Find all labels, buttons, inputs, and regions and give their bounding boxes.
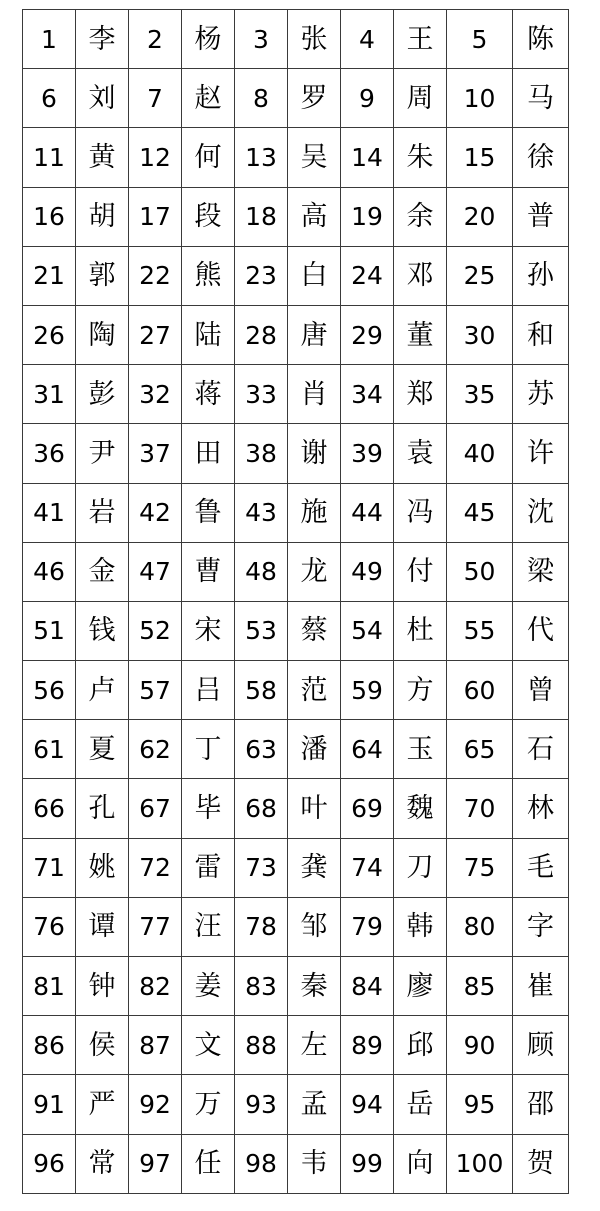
table-row [23, 246, 569, 305]
number-cell: 42 [129, 483, 182, 542]
surname-cell: 廖 [394, 957, 447, 1016]
number-cell: 99 [341, 1134, 394, 1193]
number-cell: 7 [129, 69, 182, 128]
surname-cell: 余 [394, 187, 447, 246]
number-cell: 29 [341, 305, 394, 364]
table-row [23, 720, 569, 779]
surname-cell: 潘 [288, 720, 341, 779]
surname-cell: 岩 [76, 483, 129, 542]
number-cell: 2 [129, 10, 182, 69]
table-row [23, 779, 569, 838]
surname-cell: 侯 [76, 1016, 129, 1075]
surname-cell: 夏 [76, 720, 129, 779]
surname-cell: 赵 [182, 69, 235, 128]
number-cell: 21 [23, 246, 76, 305]
number-cell: 92 [129, 1075, 182, 1134]
number-cell: 31 [23, 365, 76, 424]
surname-cell: 崔 [513, 957, 569, 1016]
number-cell: 67 [129, 779, 182, 838]
surname-cell: 董 [394, 305, 447, 364]
number-cell: 77 [129, 897, 182, 956]
surname-cell: 曾 [513, 661, 569, 720]
number-cell: 59 [341, 661, 394, 720]
surname-cell: 谭 [76, 897, 129, 956]
number-cell: 70 [447, 779, 513, 838]
surname-cell: 梁 [513, 542, 569, 601]
surname-cell: 胡 [76, 187, 129, 246]
number-cell: 64 [341, 720, 394, 779]
surname-cell: 韩 [394, 897, 447, 956]
number-cell: 73 [235, 838, 288, 897]
number-cell: 78 [235, 897, 288, 956]
surname-cell: 左 [288, 1016, 341, 1075]
number-cell: 32 [129, 365, 182, 424]
surname-cell: 王 [394, 10, 447, 69]
number-cell: 47 [129, 542, 182, 601]
number-cell: 17 [129, 187, 182, 246]
number-cell: 93 [235, 1075, 288, 1134]
surname-cell: 韦 [288, 1134, 341, 1193]
number-cell: 6 [23, 69, 76, 128]
surname-cell: 肖 [288, 365, 341, 424]
surname-cell: 雷 [182, 838, 235, 897]
table-row [23, 1075, 569, 1134]
surname-cell: 刀 [394, 838, 447, 897]
surname-cell: 尹 [76, 424, 129, 483]
table-row [23, 128, 569, 187]
number-cell: 43 [235, 483, 288, 542]
surname-cell: 何 [182, 128, 235, 187]
number-cell: 26 [23, 305, 76, 364]
surname-cell: 朱 [394, 128, 447, 187]
number-cell: 11 [23, 128, 76, 187]
surname-number-table [22, 9, 569, 1194]
surname-cell: 孔 [76, 779, 129, 838]
surname-cell: 熊 [182, 246, 235, 305]
surname-cell: 毛 [513, 838, 569, 897]
number-cell: 71 [23, 838, 76, 897]
surname-cell: 金 [76, 542, 129, 601]
surname-cell: 许 [513, 424, 569, 483]
surname-cell: 张 [288, 10, 341, 69]
surname-cell: 邱 [394, 1016, 447, 1075]
number-cell: 66 [23, 779, 76, 838]
surname-cell: 段 [182, 187, 235, 246]
number-cell: 14 [341, 128, 394, 187]
number-cell: 63 [235, 720, 288, 779]
number-cell: 95 [447, 1075, 513, 1134]
number-cell: 76 [23, 897, 76, 956]
number-cell: 9 [341, 69, 394, 128]
surname-cell: 顾 [513, 1016, 569, 1075]
surname-cell: 刘 [76, 69, 129, 128]
number-cell: 84 [341, 957, 394, 1016]
surname-cell: 文 [182, 1016, 235, 1075]
number-cell: 60 [447, 661, 513, 720]
number-cell: 96 [23, 1134, 76, 1193]
surname-cell: 岳 [394, 1075, 447, 1134]
surname-cell: 代 [513, 601, 569, 660]
surname-cell: 邵 [513, 1075, 569, 1134]
number-cell: 46 [23, 542, 76, 601]
surname-cell: 林 [513, 779, 569, 838]
table-row [23, 542, 569, 601]
number-cell: 3 [235, 10, 288, 69]
surname-cell: 徐 [513, 128, 569, 187]
table-row [23, 601, 569, 660]
table-row [23, 661, 569, 720]
number-cell: 12 [129, 128, 182, 187]
surname-cell: 任 [182, 1134, 235, 1193]
number-cell: 53 [235, 601, 288, 660]
number-cell: 40 [447, 424, 513, 483]
surname-cell: 字 [513, 897, 569, 956]
surname-cell: 付 [394, 542, 447, 601]
number-cell: 45 [447, 483, 513, 542]
number-cell: 27 [129, 305, 182, 364]
table-row [23, 365, 569, 424]
number-cell: 10 [447, 69, 513, 128]
surname-cell: 蔡 [288, 601, 341, 660]
number-cell: 38 [235, 424, 288, 483]
number-cell: 36 [23, 424, 76, 483]
table-row [23, 305, 569, 364]
surname-cell: 曹 [182, 542, 235, 601]
surname-cell: 秦 [288, 957, 341, 1016]
number-cell: 52 [129, 601, 182, 660]
number-cell: 35 [447, 365, 513, 424]
number-cell: 13 [235, 128, 288, 187]
number-cell: 57 [129, 661, 182, 720]
surname-cell: 周 [394, 69, 447, 128]
surname-cell: 万 [182, 1075, 235, 1134]
surname-cell: 郑 [394, 365, 447, 424]
number-cell: 48 [235, 542, 288, 601]
surname-cell: 丁 [182, 720, 235, 779]
surname-cell: 常 [76, 1134, 129, 1193]
surname-cell: 白 [288, 246, 341, 305]
number-cell: 85 [447, 957, 513, 1016]
number-cell: 65 [447, 720, 513, 779]
surname-cell: 龙 [288, 542, 341, 601]
number-cell: 20 [447, 187, 513, 246]
surname-cell: 杨 [182, 10, 235, 69]
surname-cell: 邓 [394, 246, 447, 305]
surname-cell: 方 [394, 661, 447, 720]
number-cell: 62 [129, 720, 182, 779]
surname-cell: 苏 [513, 365, 569, 424]
number-cell: 72 [129, 838, 182, 897]
table-row [23, 838, 569, 897]
number-cell: 81 [23, 957, 76, 1016]
surname-cell: 陆 [182, 305, 235, 364]
surname-cell: 施 [288, 483, 341, 542]
number-cell: 4 [341, 10, 394, 69]
table-body [23, 10, 569, 1194]
number-cell: 15 [447, 128, 513, 187]
number-cell: 39 [341, 424, 394, 483]
surname-cell: 和 [513, 305, 569, 364]
number-cell: 61 [23, 720, 76, 779]
surname-cell: 玉 [394, 720, 447, 779]
surname-cell: 卢 [76, 661, 129, 720]
table-row [23, 483, 569, 542]
surname-cell: 冯 [394, 483, 447, 542]
number-cell: 58 [235, 661, 288, 720]
surname-cell: 钱 [76, 601, 129, 660]
number-cell: 51 [23, 601, 76, 660]
surname-cell: 谢 [288, 424, 341, 483]
number-cell: 88 [235, 1016, 288, 1075]
surname-cell: 吴 [288, 128, 341, 187]
number-cell: 100 [447, 1134, 513, 1193]
surname-cell: 严 [76, 1075, 129, 1134]
table-row [23, 10, 569, 69]
surname-cell: 姚 [76, 838, 129, 897]
surname-cell: 吕 [182, 661, 235, 720]
surname-cell: 向 [394, 1134, 447, 1193]
table-row [23, 897, 569, 956]
surname-cell: 唐 [288, 305, 341, 364]
number-cell: 30 [447, 305, 513, 364]
number-cell: 22 [129, 246, 182, 305]
number-cell: 37 [129, 424, 182, 483]
number-cell: 41 [23, 483, 76, 542]
surname-cell: 孟 [288, 1075, 341, 1134]
surname-cell: 马 [513, 69, 569, 128]
number-cell: 86 [23, 1016, 76, 1075]
surname-cell: 龚 [288, 838, 341, 897]
surname-cell: 魏 [394, 779, 447, 838]
number-cell: 90 [447, 1016, 513, 1075]
number-cell: 23 [235, 246, 288, 305]
number-cell: 69 [341, 779, 394, 838]
table-row [23, 424, 569, 483]
table-row [23, 1016, 569, 1075]
surname-cell: 陈 [513, 10, 569, 69]
number-cell: 91 [23, 1075, 76, 1134]
surname-cell: 汪 [182, 897, 235, 956]
surname-cell: 杜 [394, 601, 447, 660]
number-cell: 54 [341, 601, 394, 660]
number-cell: 18 [235, 187, 288, 246]
number-cell: 44 [341, 483, 394, 542]
number-cell: 74 [341, 838, 394, 897]
surname-cell: 彭 [76, 365, 129, 424]
surname-cell: 蒋 [182, 365, 235, 424]
number-cell: 79 [341, 897, 394, 956]
number-cell: 83 [235, 957, 288, 1016]
number-cell: 68 [235, 779, 288, 838]
number-cell: 87 [129, 1016, 182, 1075]
table-row [23, 957, 569, 1016]
number-cell: 55 [447, 601, 513, 660]
number-cell: 97 [129, 1134, 182, 1193]
number-cell: 24 [341, 246, 394, 305]
surname-cell: 宋 [182, 601, 235, 660]
table-row [23, 69, 569, 128]
number-cell: 89 [341, 1016, 394, 1075]
number-cell: 34 [341, 365, 394, 424]
surname-cell: 李 [76, 10, 129, 69]
surname-cell: 郭 [76, 246, 129, 305]
number-cell: 8 [235, 69, 288, 128]
number-cell: 5 [447, 10, 513, 69]
surname-cell: 石 [513, 720, 569, 779]
number-cell: 25 [447, 246, 513, 305]
number-cell: 75 [447, 838, 513, 897]
number-cell: 1 [23, 10, 76, 69]
table-row [23, 187, 569, 246]
number-cell: 98 [235, 1134, 288, 1193]
number-cell: 82 [129, 957, 182, 1016]
surname-cell: 邹 [288, 897, 341, 956]
number-cell: 49 [341, 542, 394, 601]
surname-cell: 田 [182, 424, 235, 483]
surname-cell: 高 [288, 187, 341, 246]
surname-cell: 黄 [76, 128, 129, 187]
number-cell: 94 [341, 1075, 394, 1134]
surname-cell: 普 [513, 187, 569, 246]
surname-cell: 袁 [394, 424, 447, 483]
surname-cell: 罗 [288, 69, 341, 128]
surname-cell: 姜 [182, 957, 235, 1016]
surname-cell: 毕 [182, 779, 235, 838]
surname-cell: 范 [288, 661, 341, 720]
number-cell: 19 [341, 187, 394, 246]
number-cell: 28 [235, 305, 288, 364]
surname-cell: 贺 [513, 1134, 569, 1193]
surname-cell: 钟 [76, 957, 129, 1016]
number-cell: 16 [23, 187, 76, 246]
surname-cell: 沈 [513, 483, 569, 542]
surname-cell: 鲁 [182, 483, 235, 542]
surname-cell: 陶 [76, 305, 129, 364]
surname-cell: 孙 [513, 246, 569, 305]
table-row [23, 1134, 569, 1193]
number-cell: 50 [447, 542, 513, 601]
number-cell: 80 [447, 897, 513, 956]
number-cell: 56 [23, 661, 76, 720]
number-cell: 33 [235, 365, 288, 424]
surname-cell: 叶 [288, 779, 341, 838]
